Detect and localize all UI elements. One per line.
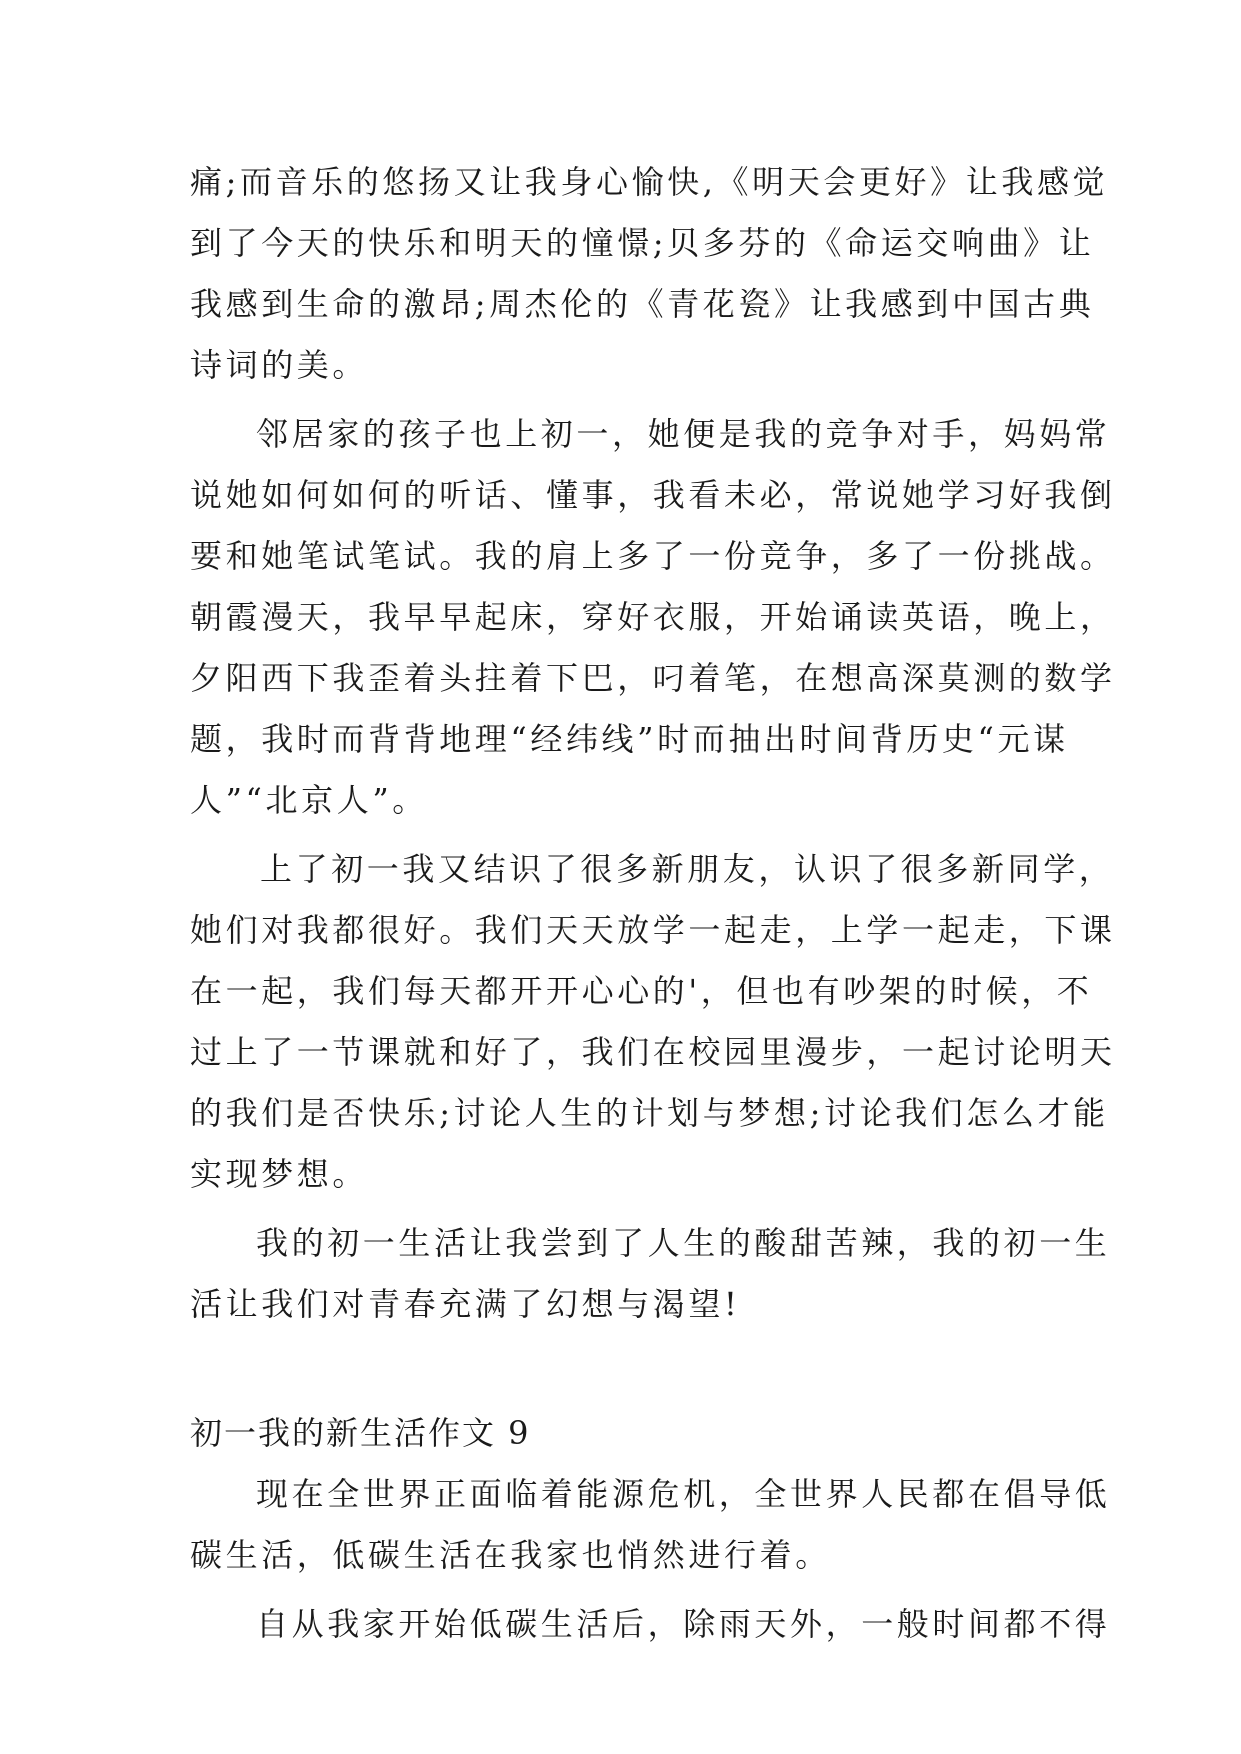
text-line: 实现梦想。	[190, 1155, 369, 1193]
text-line: 到了今天的快乐和明天的憧憬;贝多芬的《命运交响曲》让	[190, 224, 1095, 262]
text-line: 活让我们对青春充满了幻想与渴望!	[190, 1285, 741, 1323]
text-line: 人”“北京人”。	[190, 781, 428, 819]
paragraph-music	[190, 152, 1109, 396]
paragraph-energy	[190, 1464, 1111, 1586]
paragraph-conclusion	[190, 1213, 1111, 1335]
text-line: 痛;而音乐的悠扬又让我身心愉快,《明天会更好》让我感觉	[190, 163, 1109, 201]
text-line: 夕阳西下我歪着头拄着下巴，叼着笔，在想高深莫测的数学	[190, 659, 1116, 697]
text-line: 我的初一生活让我尝到了人生的酸甜苦辣，我的初一生	[256, 1224, 1111, 1262]
text-line: 我感到生命的激昂;周杰伦的《青花瓷》让我感到中国古典	[190, 285, 1095, 323]
text-line: 诗词的美。	[190, 346, 369, 384]
text-line: 要和她笔试笔试。我的肩上多了一份竞争，多了一份挑战。	[190, 537, 1116, 575]
paragraph-neighbor	[190, 404, 1116, 831]
text-line: 邻居家的孩子也上初一，她便是我的竞争对手，妈妈常	[256, 415, 1111, 453]
text-line: 上了初一我又结识了很多新朋友，认识了很多新同学，	[260, 850, 1115, 888]
document-page	[190, 152, 1116, 1655]
text-line: 说她如何如何的听话、懂事，我看未必，常说她学习好我倒	[190, 476, 1116, 514]
text-line: 过上了一节课就和好了，我们在校园里漫步，一起讨论明天	[190, 1033, 1116, 1071]
text-line: 现在全世界正面临着能源危机，全世界人民都在倡导低	[256, 1475, 1111, 1513]
text-line: 她们对我都很好。我们天天放学一起走，上学一起走，下课	[190, 911, 1116, 949]
essay-heading: 初一我的新生活作文 9	[190, 1414, 531, 1452]
paragraph-friends	[190, 839, 1116, 1205]
text-line: 在一起，我们每天都开开心心的'，但也有吵架的时候，不	[190, 972, 1093, 1010]
text-line: 朝霞漫天，我早早起床，穿好衣服，开始诵读英语，晚上，	[190, 598, 1116, 636]
text-line: 碳生活，低碳生活在我家也悄然进行着。	[190, 1536, 831, 1574]
text-line: 题，我时而背背地理“经纬线”时而抽出时间背历史“元谋	[190, 720, 1069, 758]
paragraph-lowcarbon	[190, 1594, 1111, 1655]
text-line: 的我们是否快乐;讨论人生的计划与梦想;讨论我们怎么才能	[190, 1094, 1109, 1132]
text-line: 自从我家开始低碳生活后，除雨天外，一般时间都不得	[256, 1605, 1111, 1643]
